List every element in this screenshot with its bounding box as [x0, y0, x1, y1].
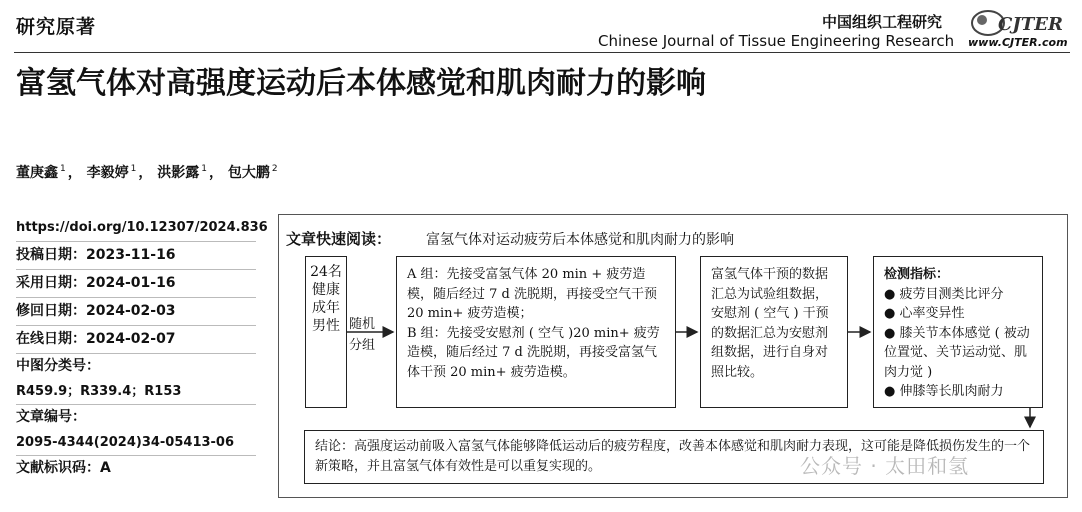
revised-date: 修回日期：2024-02-03 — [16, 298, 256, 326]
measure-item: ● 疲劳目测类比评分 — [884, 286, 1004, 302]
section-label: 研究原著 — [16, 16, 97, 38]
author-affiliation: 1 — [60, 164, 66, 175]
journal-name-en: Chinese Journal of Tissue Engineering Research — [598, 32, 955, 50]
article-number-label: 文章编号： — [16, 409, 86, 425]
measures-title: 检测指标： — [884, 267, 950, 282]
group-a-text: A 组：先接受富氢气体 20 min + 疲劳造模，随后经过 7 d 洗脱期，再接受空气干预 20 min+ 疲劳造模； — [407, 267, 657, 321]
measures-box — [873, 256, 1043, 408]
clc-value: R459.9；R339.4；R153 — [16, 379, 256, 405]
accepted-date: 采用日期：2024-01-16 — [16, 270, 256, 298]
quick-read-text: 富氢气体对运动疲劳后本体感觉和肌肉耐力的影响 — [426, 232, 734, 248]
author-affiliation: 1 — [201, 164, 207, 175]
groups-box — [396, 256, 676, 408]
conclusion-text: 结论：高强度运动前吸入富氢气体能够降低运动后的疲劳程度，改善本体感觉和肌肉耐力表现，这可能是降低损伤发生的一个新策略，并且富氢气体有效性是可以重复实现的。 — [315, 439, 1031, 474]
author-list: 董庚鑫 $^1$ ， 李毅婷 $^1$ ， 洪影露 $^1$ ， 包大鹏 $^2$ — [16, 164, 278, 181]
analysis-text: 富氢气体干预的数据汇总为试验组数据，安慰剂 ( 空气 ) 干预的数据汇总为安慰剂组数据，进行自身对照比较。 — [711, 267, 829, 380]
author-name: 包大鹏 — [227, 165, 270, 181]
author-name: 董庚鑫 — [16, 165, 58, 181]
subjects-text: 24名健康成年男性 — [310, 264, 342, 334]
paper-title: 富氢气体对高强度运动后本体感觉和肌肉耐力的影响 — [16, 66, 706, 101]
analysis-box — [700, 256, 848, 408]
watermark-text: 公众号 · 太田和氢 — [800, 454, 970, 478]
measure-item: ● 膝关节本体感觉 ( 被动位置觉、关节运动觉、肌肉力觉 ) — [884, 325, 1030, 380]
subjects-box — [305, 256, 347, 408]
randomize-line: 随机 — [349, 317, 376, 332]
clc-label: 中图分类号： — [16, 358, 100, 374]
submitted-date: 投稿日期：2023-11-16 — [16, 242, 256, 270]
measure-item: ● 伸膝等长肌肉耐力 — [884, 384, 1004, 399]
author-affiliation: 2 — [271, 164, 278, 175]
document-code: 文献标识码：A — [16, 460, 111, 476]
randomize-line: 分组 — [349, 338, 376, 353]
quick-read-label: 文章快速阅读： — [286, 230, 392, 248]
author-name: 洪影露 — [157, 165, 200, 181]
logo-text: CJTER — [998, 14, 1063, 35]
online-date: 在线日期：2024-02-07 — [16, 326, 256, 354]
doi-link[interactable]: https://doi.org/10.12307/2024.836 — [16, 214, 256, 242]
group-b-text: B 组：先接受安慰剂 ( 空气 )20 min+ 疲劳造模，随后经过 7 d 洗脱期，再接受富氢气体干预 20 min+ 疲劳造模。 — [407, 325, 660, 380]
article-number-value: 2095-4344(2024)34-05413-06 — [16, 430, 256, 456]
journal-name-cn: 中国组织工程研究 — [822, 13, 943, 31]
journal-url[interactable]: www.CJTER.com — [968, 36, 1068, 49]
author-name: 李毅婷 — [86, 165, 129, 181]
measure-item: ● 心率变异性 — [884, 306, 965, 321]
author-affiliation: 1 — [130, 164, 137, 175]
randomize-label — [349, 314, 375, 356]
